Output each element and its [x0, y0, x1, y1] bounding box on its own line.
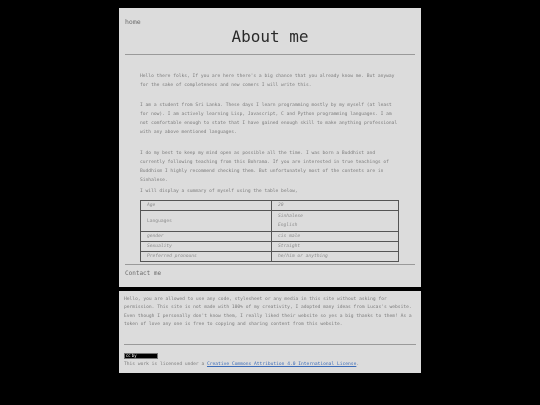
- license-statement: [124, 362, 359, 367]
- table-row: [141, 201, 399, 211]
- license-link[interactable]: Creative Commons Attribution 4.0 International License: [206, 362, 357, 367]
- cc-license-badge[interactable]: [124, 353, 158, 359]
- buddhism-paragraph: I do my best to keep my mind open as possible all the time. I was born a Buddhist and currently following teaching from this Bohrama. If you are interested in true teachings of Buddhism I highly recommend checking them. But unfortunately most of the contents are in Sinhalese.: [140, 151, 389, 183]
- language-item: English: [278, 223, 298, 228]
- table-row: [141, 252, 399, 262]
- summary-table: [140, 200, 399, 262]
- student-paragraph: I am a student from Sri Lanka. These days I learn programming mostly by my myself (at least for now). I am actively learning Lisp, Javascript, C and Python programming languages. I am not comfortable enough to state that I have gained enough skill to make anything professional with any above mentioned languages.: [140, 103, 398, 135]
- table-intro-paragraph: I will display a summary of myself using the table below,: [140, 189, 298, 194]
- table-row: [141, 232, 399, 242]
- age-label: Age: [141, 201, 272, 211]
- sexuality-value: Straight: [272, 242, 399, 252]
- usage-notice: Hello, you are allowed to use any code, stylesheet or any media in this site without asking for permission. This site is not made with 100% of my creativity, I adopted many ideas from Lucas's website. Even though I personally don't know them, I really liked their website so yes a big thanks to them! As a token of love any one is free to copying and sharing content from this website.: [124, 297, 412, 327]
- license-suffix: .: [356, 362, 360, 367]
- age-value: 20: [272, 201, 399, 211]
- footer-panel: [119, 291, 421, 373]
- table-row: [141, 211, 399, 232]
- about-main-panel: [119, 8, 421, 287]
- pronouns-label: Preferred pronouns: [141, 252, 272, 262]
- content-divider: [125, 264, 415, 265]
- license-prefix: This work is licensed under a: [124, 362, 207, 367]
- title-divider: [125, 54, 415, 55]
- pronouns-value: he/him or anything: [272, 252, 399, 262]
- gender-value: cis male: [272, 232, 399, 242]
- intro-paragraph: Hello there folks, If you are here there's a big chance that you already know me. But anyway for the sake of completeness and new comers I will write this.: [140, 74, 395, 88]
- gender-label: gender: [141, 232, 272, 242]
- home-link[interactable]: home: [125, 18, 141, 26]
- cc-badge-text: cc by: [126, 353, 137, 358]
- language-item: Sinhalese: [278, 214, 303, 219]
- contact-link[interactable]: Contact me: [125, 270, 162, 277]
- page-title: About me: [231, 27, 309, 46]
- languages-label: Languages: [141, 211, 272, 232]
- table-row: [141, 242, 399, 252]
- languages-value: [272, 211, 399, 232]
- footer-divider: [124, 344, 416, 345]
- sexuality-label: Sexuality: [141, 242, 272, 252]
